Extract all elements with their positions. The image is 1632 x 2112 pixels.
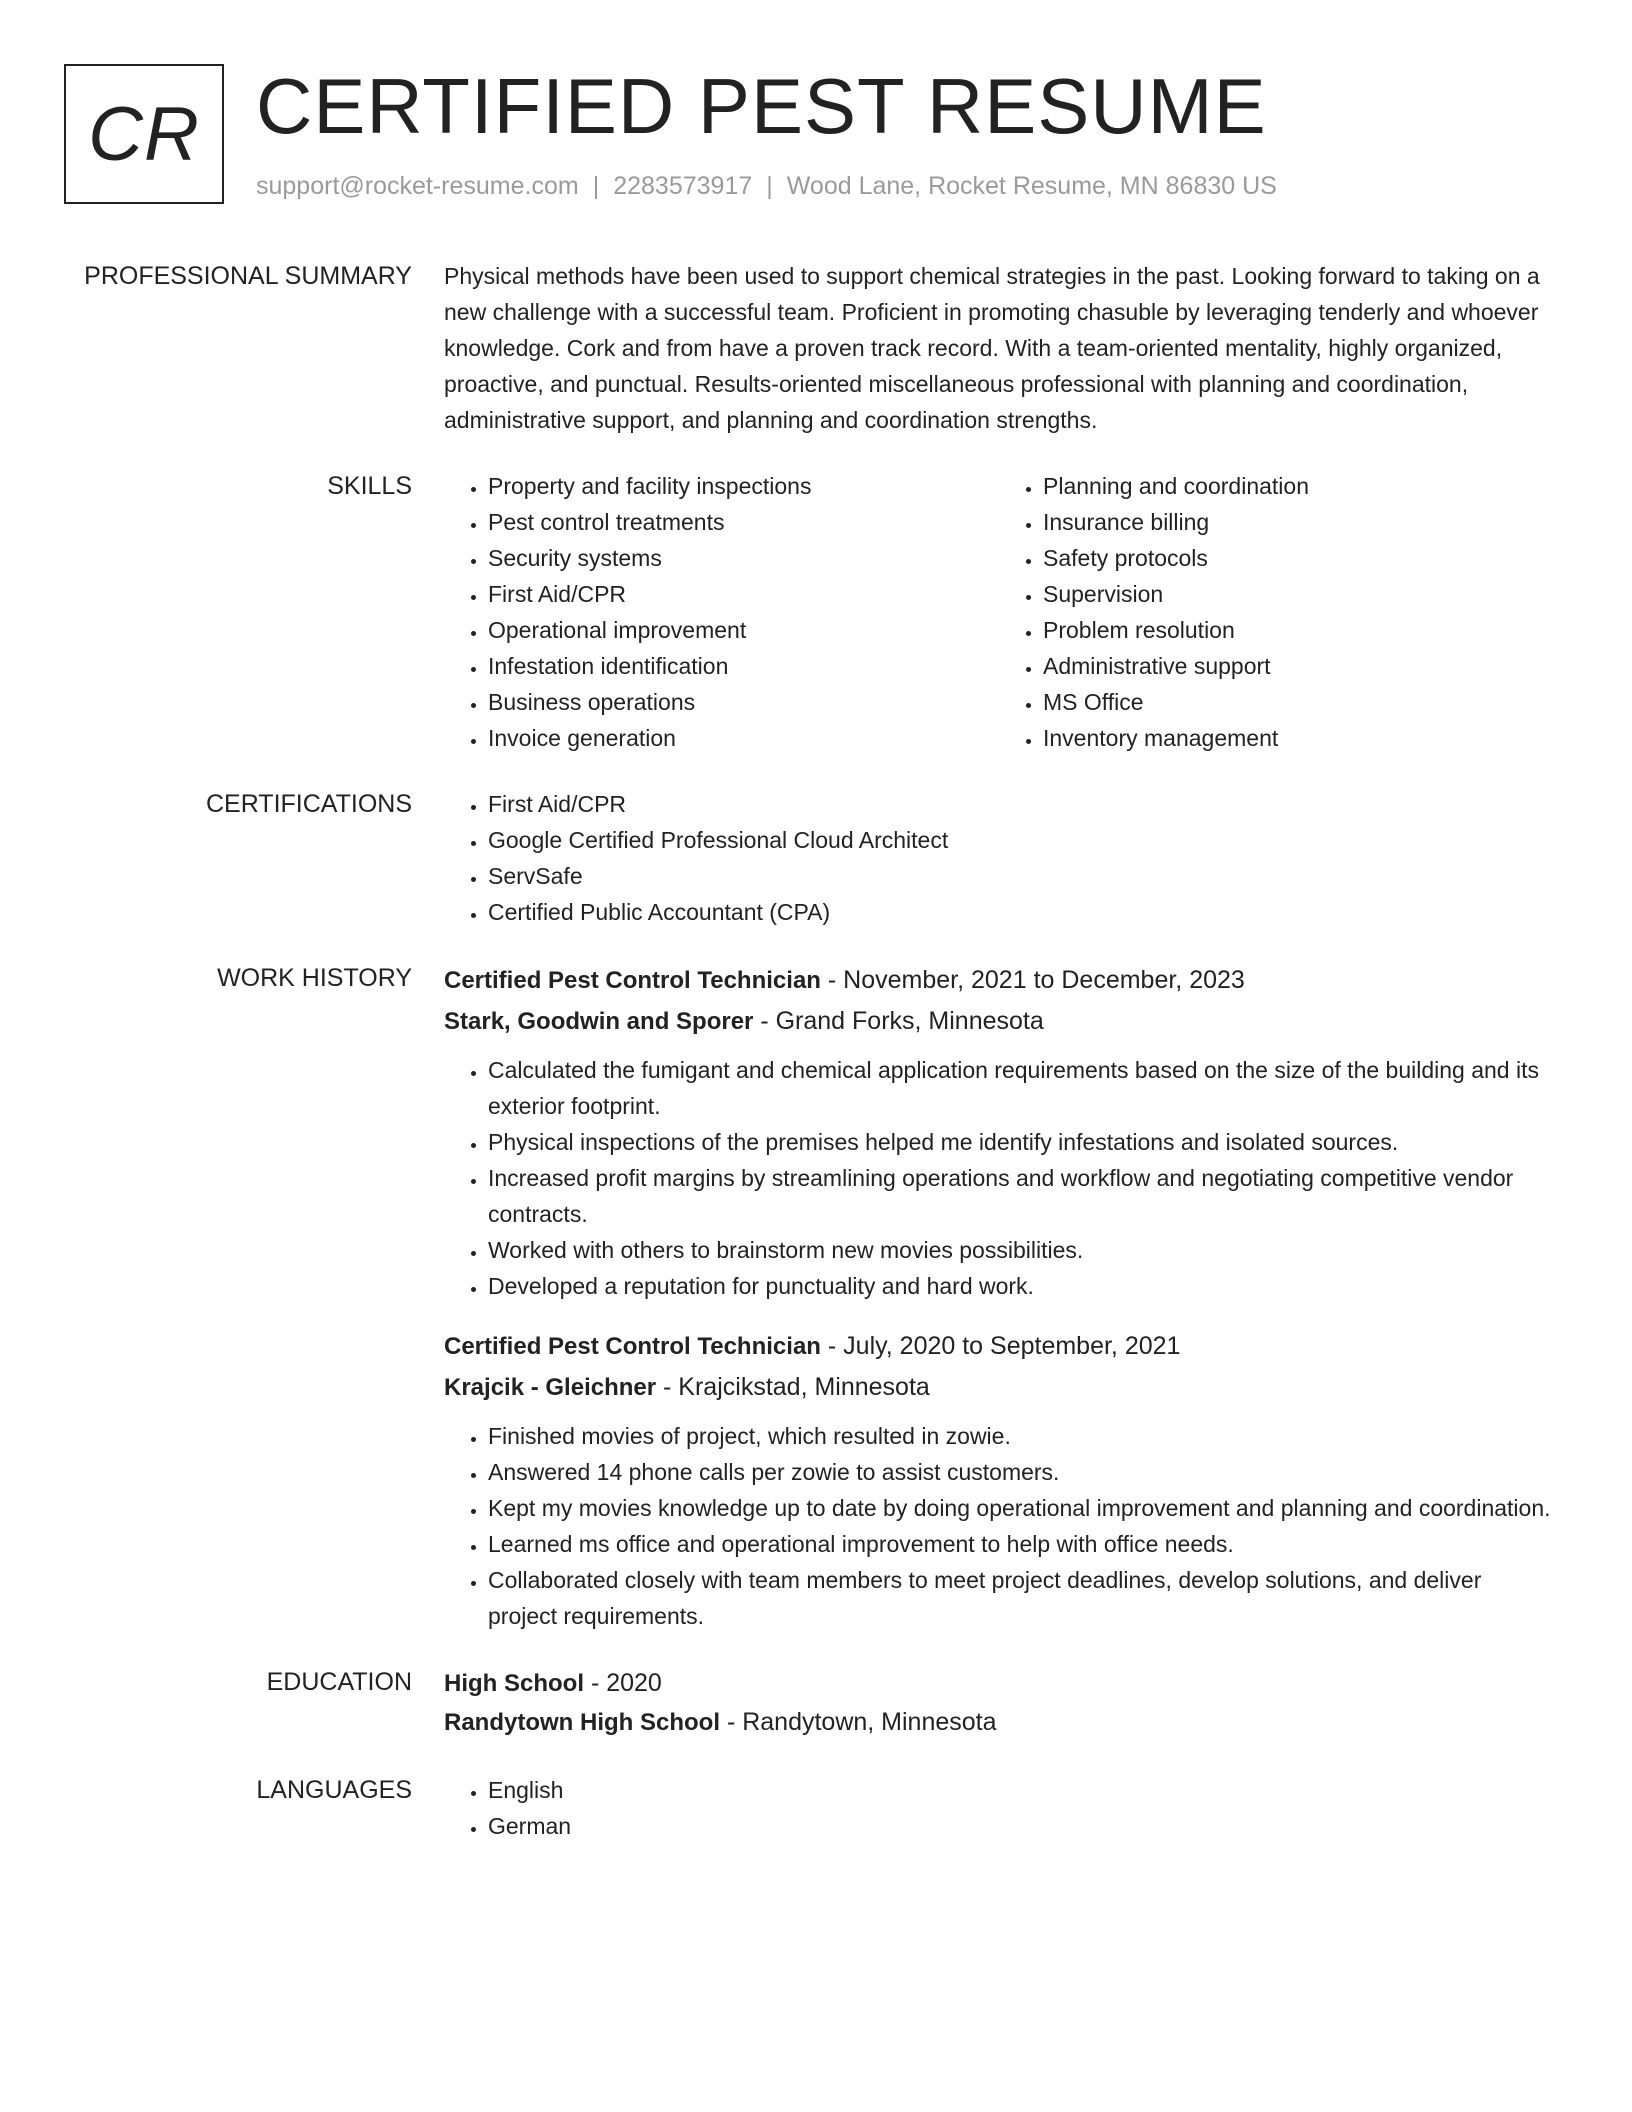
- job-bullets: [444, 1052, 1554, 1304]
- resume-title: CERTIFIED PEST RESUME: [256, 62, 1267, 150]
- skill-item: • Security systems: [488, 540, 999, 576]
- section-title-skills: SKILLS: [327, 472, 412, 500]
- skills-body: [444, 468, 1554, 756]
- job-company: Krajcik - Gleichner: [444, 1374, 657, 1401]
- summary-section: [0, 258, 1632, 438]
- resume-sections: [0, 258, 1632, 1874]
- certification-item: • Google Certified Professional Cloud Architect: [488, 822, 1554, 858]
- skill-item: • Property and facility inspections: [488, 468, 999, 504]
- education-section: [0, 1664, 1632, 1742]
- skill-item: • Invoice generation: [488, 720, 999, 756]
- education-location: - Randytown, Minnesota: [720, 1708, 997, 1736]
- skills-list-left: [444, 468, 999, 756]
- job-entry: [444, 1326, 1554, 1634]
- language-item: • English: [488, 1772, 1554, 1808]
- job-bullet: • Learned ms office and operational improvement to help with office needs.: [488, 1526, 1554, 1562]
- skill-item: • Safety protocols: [1043, 540, 1554, 576]
- skills-list-right: [999, 468, 1554, 756]
- section-title-education: EDUCATION: [266, 1668, 412, 1696]
- education-year: - 2020: [584, 1669, 662, 1697]
- job-bullet: • Finished movies of project, which resulted in zowie.: [488, 1418, 1554, 1454]
- skills-section: [0, 468, 1632, 756]
- section-title-languages: LANGUAGES: [256, 1776, 412, 1804]
- skill-item: • Supervision: [1043, 576, 1554, 612]
- summary-body: [444, 258, 1554, 438]
- job-bullet: • Collaborated closely with team members to meet project deadlines, develop solutions, and deliver project requirements.: [488, 1562, 1554, 1634]
- education-degree: High School: [444, 1670, 584, 1697]
- skill-item: • Inventory management: [1043, 720, 1554, 756]
- work-history-body: [444, 960, 1554, 1634]
- contact-address: Wood Lane, Rocket Resume, MN 86830 US: [786, 172, 1277, 200]
- skill-item: • Pest control treatments: [488, 504, 999, 540]
- job-role: Certified Pest Control Technician: [444, 967, 821, 994]
- monogram-logo: CR: [64, 64, 224, 204]
- summary-text: Physical methods have been used to support chemical strategies in the past. Looking forward to taking on a new challenge with a successful team. Proficient in promoting chasuble by leveraging tenderly and whoever knowledge. Cork and from have a proven track record. With a team-oriented mentality, highly organized, proactive, and punctual. Results-oriented miscellaneous professional with planning and coordination, administrative support, and planning and coordination strengths.: [444, 263, 1540, 433]
- job-bullet: • Kept my movies knowledge up to date by doing operational improvement and planning and coordination.: [488, 1490, 1554, 1526]
- education-school-line: [444, 1703, 1554, 1742]
- job-dates: - November, 2021 to December, 2023: [820, 966, 1245, 994]
- contact-line: [256, 172, 1277, 201]
- resume-header: [64, 64, 1568, 214]
- job-role: Certified Pest Control Technician: [444, 1333, 821, 1360]
- education-school: Randytown High School: [444, 1709, 720, 1736]
- languages-section: [0, 1772, 1632, 1844]
- contact-phone[interactable]: 2283573917: [613, 172, 753, 200]
- skill-item: • MS Office: [1043, 684, 1554, 720]
- job-bullet: • Answered 14 phone calls per zowie to assist customers.: [488, 1454, 1554, 1490]
- work-history-section: [0, 960, 1632, 1634]
- job-company-line: [444, 1367, 1554, 1408]
- certifications-body: [444, 786, 1554, 930]
- job-title-line: [444, 960, 1554, 1001]
- job-company: Stark, Goodwin and Sporer: [444, 1008, 754, 1035]
- contact-separator: |: [766, 172, 773, 200]
- languages-list: [444, 1772, 1554, 1844]
- languages-body: [444, 1772, 1554, 1844]
- job-bullet: • Calculated the fumigant and chemical application requirements based on the size of the building and its exterior footprint.: [488, 1052, 1554, 1124]
- skill-item: • Infestation identification: [488, 648, 999, 684]
- skill-item: • First Aid/CPR: [488, 576, 999, 612]
- job-title-line: [444, 1326, 1554, 1367]
- skill-item: • Insurance billing: [1043, 504, 1554, 540]
- language-item: • German: [488, 1808, 1554, 1844]
- job-location: - Grand Forks, Minnesota: [753, 1007, 1044, 1035]
- education-body: [444, 1664, 1554, 1742]
- certification-item: • Certified Public Accountant (CPA): [488, 894, 1554, 930]
- certification-item: • ServSafe: [488, 858, 1554, 894]
- job-company-line: [444, 1001, 1554, 1042]
- certifications-section: [0, 786, 1632, 930]
- skill-item: • Administrative support: [1043, 648, 1554, 684]
- section-title-work-history: WORK HISTORY: [217, 964, 412, 992]
- job-bullet: • Developed a reputation for punctuality and hard work.: [488, 1268, 1554, 1304]
- skill-item: • Business operations: [488, 684, 999, 720]
- job-entry: [444, 960, 1554, 1304]
- job-bullet: • Physical inspections of the premises helped me identify infestations and isolated sources.: [488, 1124, 1554, 1160]
- contact-separator: |: [592, 172, 600, 200]
- contact-email[interactable]: support@rocket-resume.com: [256, 172, 579, 200]
- job-bullets: [444, 1418, 1554, 1634]
- job-bullet: • Worked with others to brainstorm new movies possibilities.: [488, 1232, 1554, 1268]
- education-degree-line: [444, 1664, 1554, 1703]
- skill-item: • Problem resolution: [1043, 612, 1554, 648]
- job-bullet: • Increased profit margins by streamlining operations and workflow and negotiating competitive vendor contracts.: [488, 1160, 1554, 1232]
- skill-item: • Planning and coordination: [1043, 468, 1554, 504]
- job-location: - Krajcikstad, Minnesota: [656, 1373, 930, 1401]
- certifications-list: [444, 786, 1554, 930]
- section-title-certifications: CERTIFICATIONS: [205, 790, 412, 818]
- certification-item: • First Aid/CPR: [488, 786, 1554, 822]
- section-title-summary: PROFESSIONAL SUMMARY: [84, 262, 412, 290]
- job-dates: - July, 2020 to September, 2021: [820, 1332, 1181, 1360]
- skill-item: • Operational improvement: [488, 612, 999, 648]
